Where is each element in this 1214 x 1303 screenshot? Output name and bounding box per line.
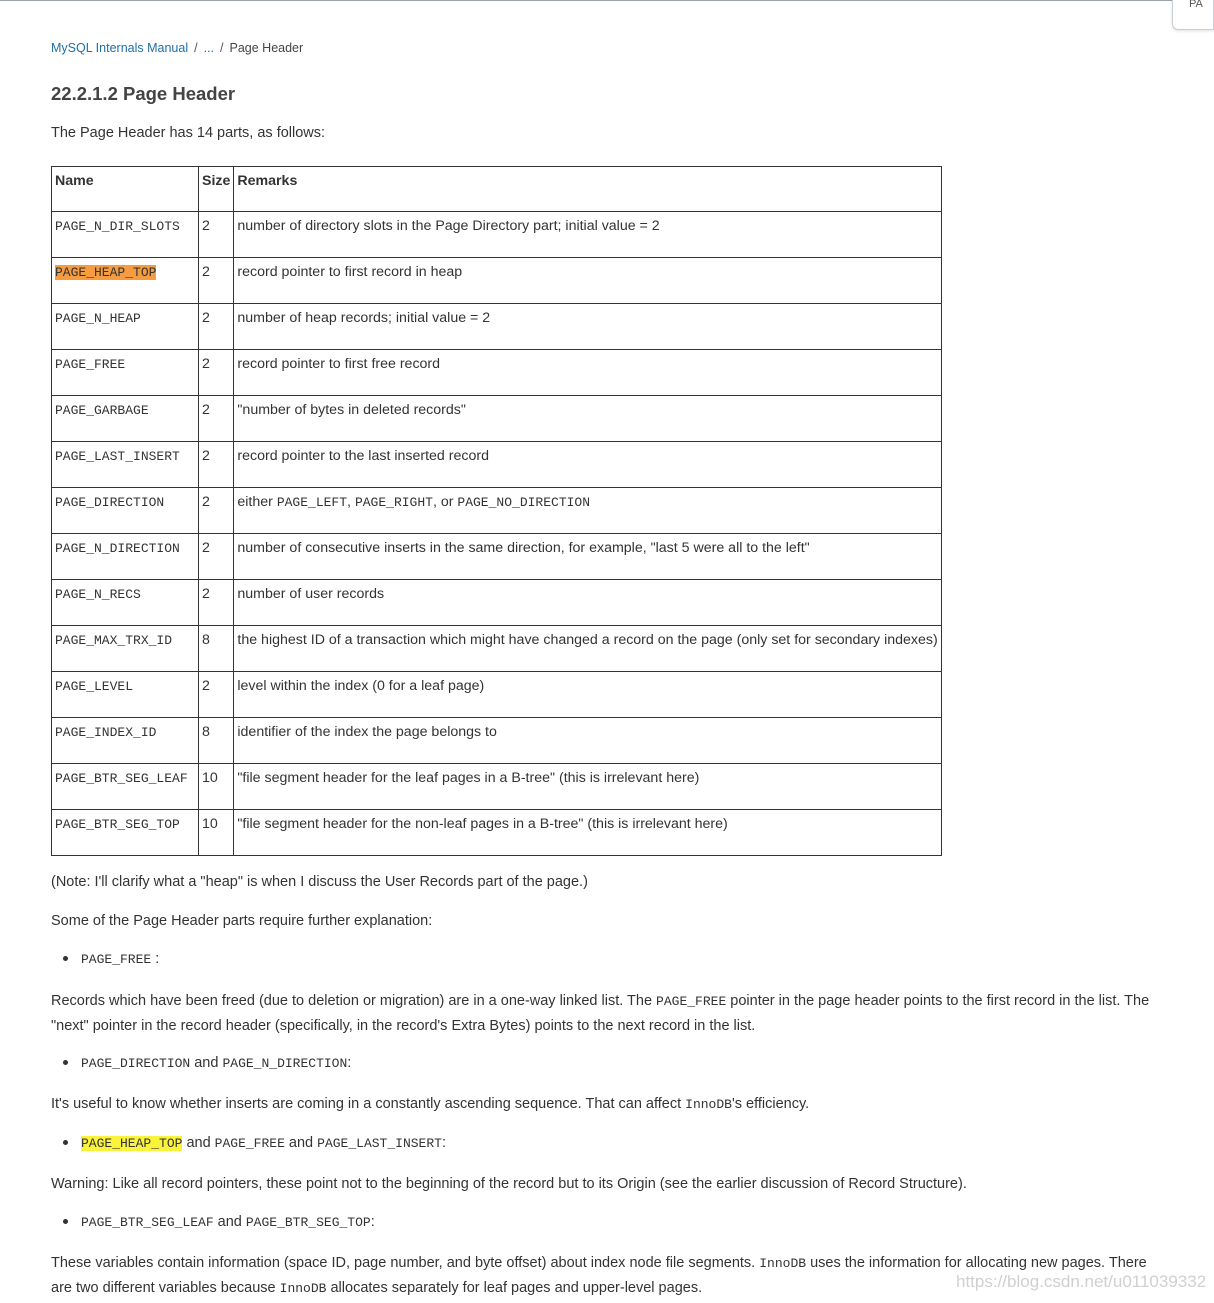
code-page-btr-seg-top: PAGE_BTR_SEG_TOP — [245, 1215, 371, 1230]
cell-size: 2 — [199, 212, 234, 258]
code-page-btr-seg-leaf: PAGE_BTR_SEG_LEAF — [81, 1215, 214, 1230]
page-header-table — [51, 166, 942, 856]
text-fragment: uses the information for allocating new pages. There — [806, 1255, 1147, 1271]
bullet-heap-top — [63, 1135, 446, 1151]
field-name: PAGE_LEVEL — [55, 679, 134, 694]
cell-size: 2 — [199, 350, 234, 396]
code-innodb: InnoDB — [279, 1281, 327, 1296]
text-fragment: are two different variables because — [51, 1280, 280, 1296]
code-fragment: PAGE_NO_DIRECTION — [457, 495, 591, 510]
field-name: PAGE_BTR_SEG_TOP — [55, 817, 180, 832]
code-page-free: PAGE_FREE — [214, 1136, 285, 1151]
cell-size: 2 — [199, 534, 234, 580]
table-row — [52, 304, 942, 350]
text-fragment: : — [441, 1135, 446, 1151]
field-name: PAGE_GARBAGE — [55, 403, 149, 418]
breadcrumb-current: Page Header — [229, 41, 304, 55]
warning-text: Warning: Like all record pointers, these point not to the beginning of the record but to its Origin (see the earlier discussion of Record Structure). — [51, 1176, 967, 1192]
field-name: PAGE_LAST_INSERT — [55, 449, 180, 464]
cell-remarks: "file segment header for the non-leaf pages in a B-tree" (this is irrelevant here) — [234, 810, 941, 856]
text-fragment: These variables contain information (space ID, page number, and byte offset) about index node file segments. — [51, 1255, 760, 1271]
cell-name — [52, 442, 199, 488]
text-fragment: allocates separately for leaf pages and upper-level pages. — [326, 1280, 703, 1296]
cell-size: 8 — [199, 626, 234, 672]
cell-name — [52, 672, 199, 718]
field-name-highlighted: PAGE_HEAP_TOP — [55, 265, 157, 280]
cell-remarks: "file segment header for the leaf pages in a B-tree" (this is irrelevant here) — [234, 764, 941, 810]
cell-size: 2 — [199, 580, 234, 626]
bullet-dot — [63, 1219, 68, 1224]
cell-remarks: level within the index (0 for a leaf page) — [234, 672, 941, 718]
text-fragment: pointer in the page header points to the first record in the list. The — [726, 993, 1150, 1009]
cell-remarks: identifier of the index the page belongs to — [234, 718, 941, 764]
text-fragment: It's useful to know whether inserts are coming in a constantly ascending sequence. That can affect — [51, 1096, 686, 1112]
table-row — [52, 442, 942, 488]
table-row — [52, 764, 942, 810]
cell-name — [52, 764, 199, 810]
cell-name — [52, 212, 199, 258]
watermark: https://blog.csdn.net/u011039332 — [956, 1272, 1207, 1291]
cell-name — [52, 258, 199, 304]
code-page-heap-top-highlighted: PAGE_HEAP_TOP — [81, 1136, 183, 1151]
column-header-remarks: Remarks — [234, 167, 941, 212]
cell-remarks: record pointer to first record in heap — [234, 258, 941, 304]
cell-size: 2 — [199, 396, 234, 442]
cell-size: 8 — [199, 718, 234, 764]
corner-tab-label: PA — [1189, 0, 1203, 10]
code-page-n-direction: PAGE_N_DIRECTION — [222, 1056, 348, 1071]
field-name: PAGE_N_HEAP — [55, 311, 141, 326]
field-name: PAGE_FREE — [55, 357, 126, 372]
text-fragment: , — [347, 494, 355, 510]
bullet-btr-seg — [63, 1214, 375, 1230]
text-fragment: : — [347, 1055, 352, 1071]
code-fragment: PAGE_LEFT — [276, 495, 348, 510]
cell-remarks: "number of bytes in deleted records" — [234, 396, 941, 442]
code-page-direction: PAGE_DIRECTION — [81, 1056, 191, 1071]
code-page-free-inline: PAGE_FREE — [656, 994, 727, 1009]
text-fragment: and — [213, 1214, 246, 1230]
table-body — [52, 212, 942, 856]
breadcrumb-separator: / — [194, 41, 198, 55]
table-row — [52, 350, 942, 396]
field-name: PAGE_DIRECTION — [55, 495, 165, 510]
breadcrumb — [51, 41, 303, 55]
code-innodb: InnoDB — [759, 1256, 807, 1271]
direction-explanation — [51, 1092, 809, 1117]
text-fragment: and — [182, 1135, 215, 1151]
text-fragment: "next" pointer in the record header (specifically, in the record's Extra Bytes) points to the next record in the list. — [51, 1018, 756, 1034]
cell-remarks: record pointer to the last inserted record — [234, 442, 941, 488]
bullet-dot — [63, 956, 68, 961]
text-fragment: , or — [432, 494, 458, 510]
cell-name — [52, 810, 199, 856]
table-row — [52, 534, 942, 580]
text-fragment: and — [284, 1135, 318, 1151]
cell-size: 2 — [199, 672, 234, 718]
table-row — [52, 396, 942, 442]
column-header-name: Name — [52, 167, 199, 212]
text-fragment: 's efficiency. — [731, 1096, 810, 1112]
breadcrumb-ellipsis-link[interactable]: ... — [203, 41, 215, 55]
text-fragment: Records which have been freed (due to deletion or migration) are in a one-way linked list. The — [51, 993, 657, 1009]
bullet-tail: : — [151, 951, 160, 967]
field-name: PAGE_MAX_TRX_ID — [55, 633, 173, 648]
table-row — [52, 672, 942, 718]
field-name: PAGE_BTR_SEG_LEAF — [55, 771, 188, 786]
explanation-intro: Some of the Page Header parts require further explanation: — [51, 913, 433, 929]
table-header-row — [52, 167, 942, 212]
table-row — [52, 580, 942, 626]
cell-name — [52, 350, 199, 396]
cell-size: 10 — [199, 810, 234, 856]
cell-remarks: record pointer to first free record — [234, 350, 941, 396]
cell-remarks: number of user records — [234, 580, 941, 626]
corner-tab[interactable] — [1172, 0, 1214, 30]
cell-remarks: the highest ID of a transaction which might have changed a record on the page (only set for secondary indexes) — [234, 626, 941, 672]
cell-remarks: number of directory slots in the Page Directory part; initial value = 2 — [234, 212, 941, 258]
cell-size: 10 — [199, 764, 234, 810]
table-row — [52, 810, 942, 856]
top-border — [0, 0, 1201, 1]
cell-size: 2 — [199, 258, 234, 304]
cell-name — [52, 718, 199, 764]
page-free-explanation — [51, 989, 1149, 1039]
table-row — [52, 212, 942, 258]
code-innodb: InnoDB — [685, 1097, 732, 1112]
text-fragment: and — [190, 1055, 223, 1071]
cell-size: 2 — [199, 442, 234, 488]
cell-name — [52, 580, 199, 626]
bullet-dot — [63, 1140, 68, 1145]
cell-remarks — [234, 488, 941, 534]
field-name: PAGE_INDEX_ID — [55, 725, 157, 740]
cell-size: 2 — [199, 488, 234, 534]
intro-text: The Page Header has 14 parts, as follows: — [51, 125, 326, 141]
field-name: PAGE_N_DIRECTION — [55, 541, 180, 556]
table-row — [52, 718, 942, 764]
bullet-page-free — [63, 951, 159, 967]
column-header-size: Size — [199, 167, 234, 212]
cell-name — [52, 304, 199, 350]
field-name: PAGE_N_DIR_SLOTS — [55, 219, 180, 234]
bullet-page-direction — [63, 1055, 351, 1071]
page-title: 22.2.1.2 Page Header — [51, 83, 236, 104]
cell-name — [52, 626, 199, 672]
code-page-free: PAGE_FREE — [81, 952, 152, 967]
table-row — [52, 258, 942, 304]
code-page-last-insert: PAGE_LAST_INSERT — [317, 1136, 442, 1151]
breadcrumb-separator: / — [220, 41, 224, 55]
field-name: PAGE_N_RECS — [55, 587, 141, 602]
table-row — [52, 488, 942, 534]
cell-remarks: number of consecutive inserts in the same direction, for example, "last 5 were all to the left" — [234, 534, 941, 580]
bullet-dot — [63, 1060, 68, 1065]
table-row — [52, 626, 942, 672]
cell-name — [52, 488, 199, 534]
cell-name — [52, 396, 199, 442]
cell-remarks: number of heap records; initial value = 2 — [234, 304, 941, 350]
text-fragment: : — [370, 1214, 375, 1230]
code-fragment: PAGE_RIGHT — [354, 495, 433, 510]
breadcrumb-root-link[interactable]: MySQL Internals Manual — [51, 41, 189, 55]
note-text: (Note: I'll clarify what a "heap" is when I discuss the User Records part of the page.) — [51, 874, 588, 890]
text-fragment: either — [237, 494, 277, 510]
cell-name — [52, 534, 199, 580]
cell-size: 2 — [199, 304, 234, 350]
